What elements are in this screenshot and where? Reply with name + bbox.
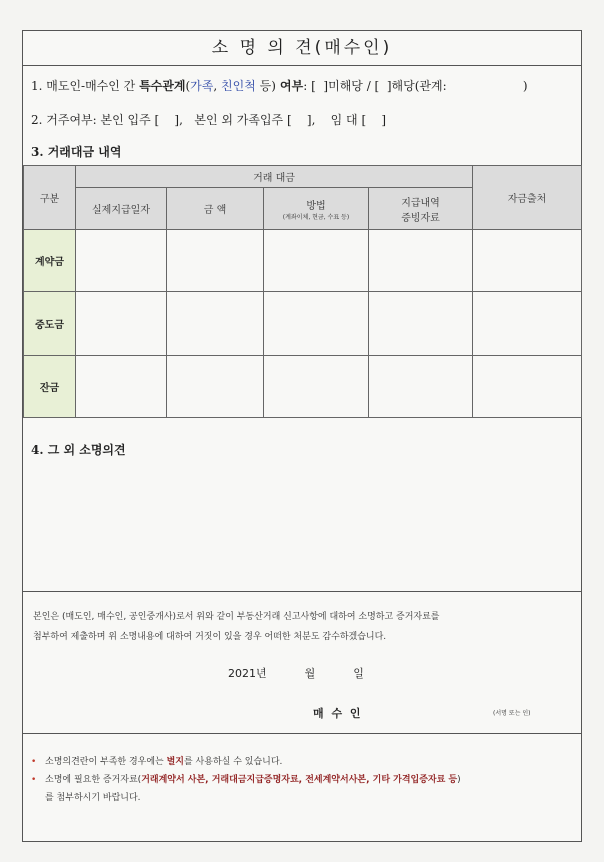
buyer-label: 매 수 인 — [313, 707, 363, 720]
row-label-deposit: 계약금 — [24, 230, 76, 292]
family-label: 가족 — [190, 79, 214, 93]
cell-interim-source[interactable] — [473, 292, 582, 356]
section-1-checkboxes[interactable]: : [ ]미해당 / [ ]해당(관계: ) — [303, 79, 528, 93]
section-2-label: 2. 거주여부 — [31, 113, 93, 127]
paren-close: ) — [271, 79, 276, 93]
paren-open: ( — [185, 79, 191, 93]
note-1 — [31, 753, 576, 771]
divider-bottom — [23, 733, 581, 734]
note-2-line2: 를 첨부하시기 바랍니다. — [45, 793, 141, 803]
cell-deposit-date[interactable] — [76, 230, 167, 292]
col-method — [264, 188, 369, 230]
cell-deposit-method[interactable] — [264, 230, 369, 292]
bullet-icon: • — [31, 775, 37, 785]
col-method-sub: (계좌이체, 현금, 수표 등) — [282, 213, 350, 221]
cell-interim-method[interactable] — [264, 292, 369, 356]
col-evidence-line2: 증빙자료 — [401, 212, 440, 224]
cell-balance-date[interactable] — [76, 356, 167, 418]
col-source: 자금출처 — [473, 166, 582, 230]
row-label-balance: 잔금 — [24, 356, 76, 418]
col-category: 구분 — [24, 166, 76, 230]
declaration — [33, 607, 573, 647]
whether-label: 여부 — [275, 79, 304, 93]
bullet-icon: • — [31, 757, 37, 767]
etc-label: 등 — [255, 79, 272, 93]
cell-balance-source[interactable] — [473, 356, 582, 418]
section-1-special-relation — [31, 77, 528, 94]
cell-interim-date[interactable] — [76, 292, 167, 356]
relative-label: 친인척 — [220, 79, 256, 93]
section-1-prefix: 1. 매도인-매수인 간 — [31, 79, 140, 93]
note-2 — [31, 771, 576, 807]
cell-deposit-evidence[interactable] — [369, 230, 473, 292]
cell-balance-evidence[interactable] — [369, 356, 473, 418]
cell-deposit-amount[interactable] — [167, 230, 264, 292]
section-2-checkboxes[interactable]: : 본인 입주 [ ], 본인 외 가족입주 [ ], 임 대 [ ] — [92, 113, 387, 127]
section-2-residence — [31, 111, 386, 128]
comma: , — [213, 79, 221, 93]
col-evidence-line1: 지급내역 — [401, 197, 440, 209]
note-1-post: 를 사용하실 수 있습니다. — [184, 757, 283, 767]
date-line — [228, 665, 402, 681]
note-1-em: 별지 — [166, 757, 184, 767]
note-2-post: ) — [457, 775, 461, 785]
declaration-line1: 본인은 (매도인, 매수인, 공인중개사)로서 위와 같이 부동산거래 신고사항에 대하여 소명하고 증거자료를 — [33, 612, 440, 622]
col-evidence — [369, 188, 473, 230]
section-3-label: 3. 거래대금 내역 — [31, 145, 122, 159]
col-amount: 금 액 — [167, 188, 264, 230]
form-frame — [22, 30, 582, 842]
divider-top — [23, 591, 581, 592]
cell-interim-amount[interactable] — [167, 292, 264, 356]
declaration-line2: 첨부하여 제출하며 위 소명내용에 대하여 거짓이 있을 경우 어떠한 처분도 감수하겠습니다. — [33, 632, 387, 642]
col-date: 실제지급일자 — [76, 188, 167, 230]
col-method-label: 방법 — [306, 200, 326, 212]
date-day: 일 — [353, 667, 364, 680]
note-2-pre: 소명에 필요한 증거자료( — [45, 775, 142, 785]
cell-balance-amount[interactable] — [167, 356, 264, 418]
cell-interim-evidence[interactable] — [369, 292, 473, 356]
note-1-pre: 소명의견란이 부족한 경우에는 — [45, 757, 167, 767]
date-month: 월 — [304, 667, 316, 680]
group-header: 거래 대금 — [76, 166, 473, 188]
date-year: 2021년 — [228, 667, 267, 680]
special-relation-label: 특수관계 — [139, 79, 186, 93]
note-2-em: 거래계약서 사본, 거래대금지급증명자료, 전세계약서사본, 기타 가격입증자료 등 — [141, 775, 458, 785]
signature-note: (서명 또는 인) — [493, 710, 531, 717]
payment-table — [23, 165, 582, 418]
section-4-label: 4. 그 외 소명의견 — [31, 443, 126, 457]
cell-deposit-source[interactable] — [473, 230, 582, 292]
row-label-interim: 중도금 — [24, 292, 76, 356]
notes — [31, 753, 576, 807]
form-title: 소 명 의 견(매수인) — [23, 31, 581, 66]
cell-balance-method[interactable] — [264, 356, 369, 418]
